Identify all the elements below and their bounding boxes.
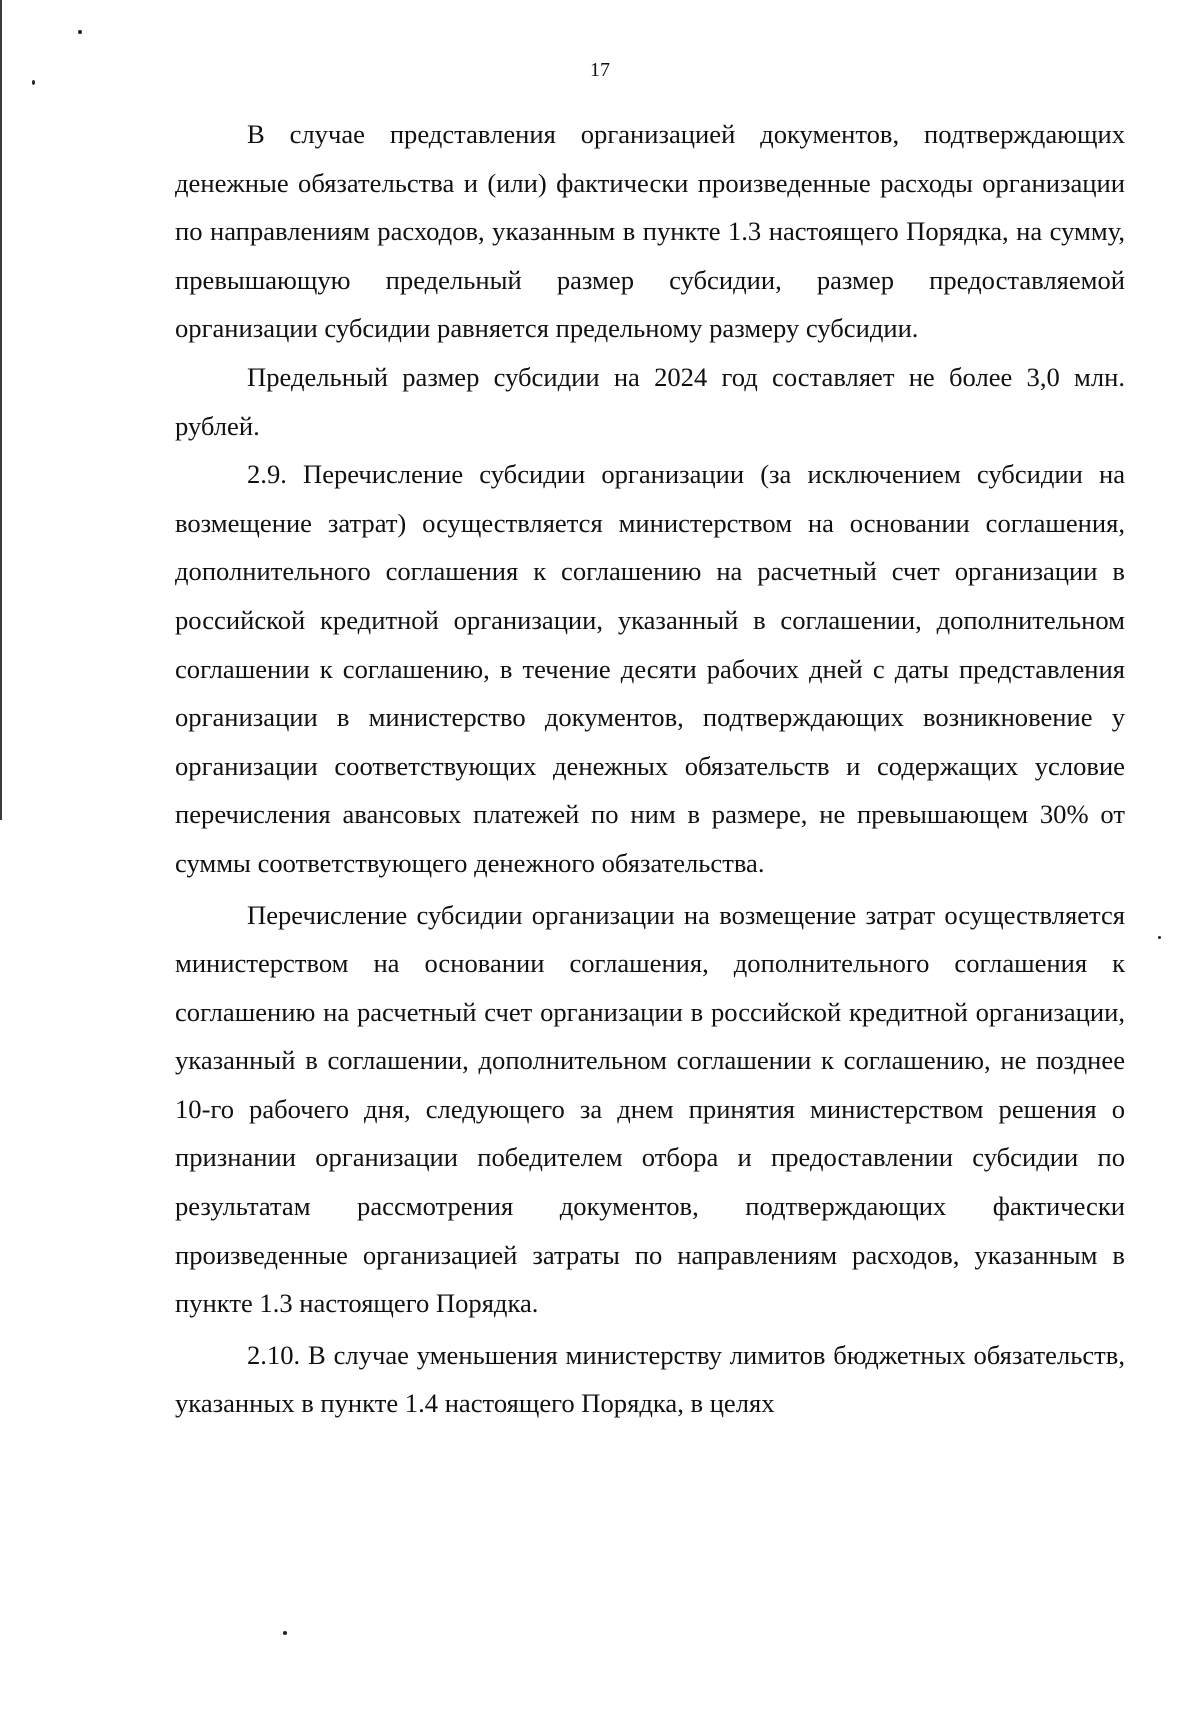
paragraph-reimbursement-transfer: Перечисление субсидии организации на возмещение затрат осуществляется министерством на основании соглашения, дополнительного соглашения к соглашению на расчетный счет организации в российской кредитной организации, указанный в соглашении, дополнительном соглашении к соглашению, не позднее 10-го рабочего дня, следующего за днем принятия министерством решения о признании организации победителем отбора и предоставлении субсидии по результатам рассмотрения документов, подтверждающих фактически произведенные организацией затраты по направлениям расходов, указанным в пункте 1.3 настоящего Порядка. [175, 899, 1125, 1319]
paragraph-2-9: 2.9. Перечисление субсидии организации (за исключением субсидии на возмещение затрат) осуществляется министерством на основании соглашения, дополнительного соглашения к соглашению на расчетный счет организации в российской кредитной организации, указанный в соглашении, дополнительном соглашении к соглашению, в течение десяти рабочих дней с даты представления организации в министерство документов, подтверждающих возникновение у организации соответствующих денежных обязательств и содержащих условие перечисления авансовых платежей по ним в размере, не превышающем 30% от суммы соответствующего денежного обязательства. [175, 459, 1125, 878]
scan-speck [1158, 936, 1161, 939]
scan-speck [283, 1631, 287, 1635]
paragraph-subsidy-limit-rule: В случае представления организацией документов, подтверждающих денежные обязательства и (или) фактически произведенные расходы организации по направлениям расходов, указанным в пункте 1.3 настоящего Порядка, на сумму, превышающую предельный размер субсидии, размер предоставляемой организации субсидии равняется предельному размеру субсидии. [175, 119, 1125, 344]
scan-speck [32, 80, 35, 85]
page-number: 17 [590, 59, 610, 81]
document-body [175, 110, 1125, 1428]
paragraph-2-10: 2.10. В случае уменьшения министерству лимитов бюджетных обязательств, указанных в пункте 1.4 настоящего Порядка, в целях [175, 1339, 1125, 1419]
scan-speck [78, 30, 82, 34]
paragraph-subsidy-limit-2024: Предельный размер субсидии на 2024 год составляет не более 3,0 млн. рублей. [175, 361, 1125, 441]
scan-edge-line [0, 0, 2, 820]
